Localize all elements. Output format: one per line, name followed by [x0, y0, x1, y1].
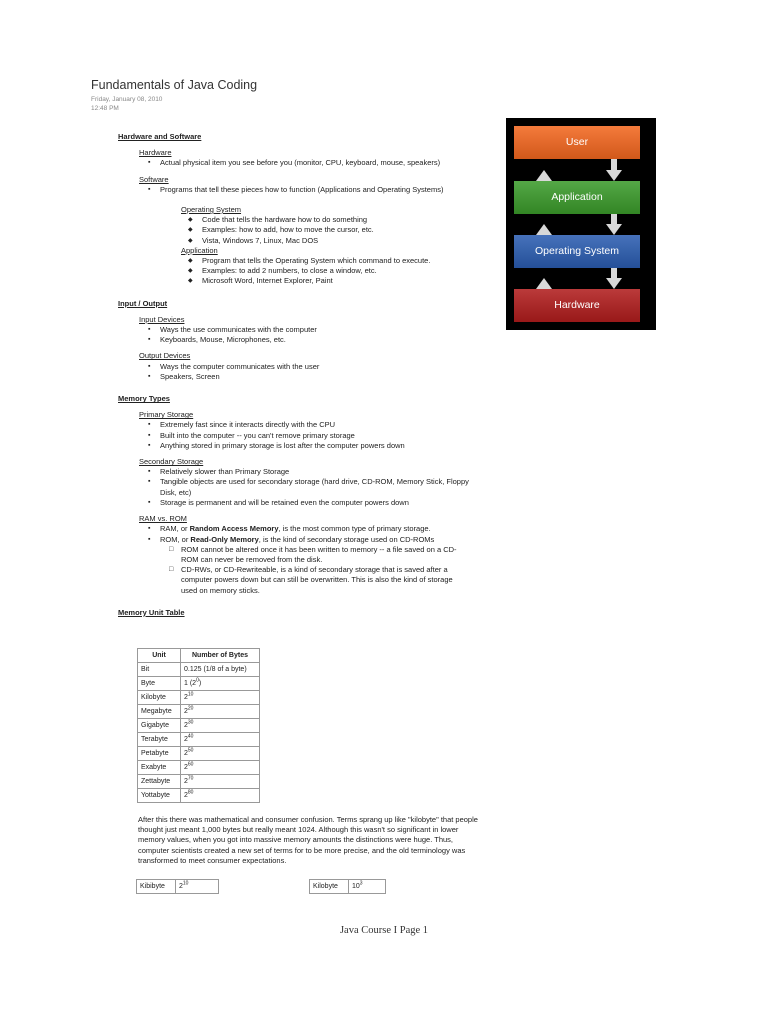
- subheading-ram-vs-rom: RAM vs. ROM: [139, 514, 187, 524]
- unit-cell: Kilobyte: [310, 880, 349, 894]
- list-item: ▪ Programs that tell these pieces how to function (Applications and Operating Systems): [139, 185, 480, 195]
- section-heading-memory-types: Memory Types: [118, 394, 170, 404]
- bytes-base: 2: [184, 764, 188, 771]
- down-arrow-shaft: [611, 214, 617, 224]
- rom-text-post: , is the kind of secondary storage used on CD-ROMs: [258, 534, 435, 544]
- table-row: [138, 775, 260, 789]
- up-arrow-shaft: [541, 282, 547, 289]
- list-item: ▪ Storage is permanent and will be retained even the computer powers down: [139, 498, 480, 508]
- unit-cell: Exabyte: [138, 761, 181, 775]
- layer-hardware: Hardware: [514, 289, 640, 322]
- table-row: [310, 880, 386, 894]
- down-arrow-icon: [606, 278, 622, 289]
- list-item: ▪ Speakers, Screen: [139, 372, 480, 382]
- table-row: [138, 747, 260, 761]
- bytes-base: 2: [184, 778, 188, 785]
- page-time: 12:48 PM: [91, 105, 119, 112]
- list-item: ▪ Built into the computer -- you can't remove primary storage: [139, 431, 480, 441]
- bytes-cell: [181, 705, 260, 719]
- rom-sublist: [139, 545, 469, 596]
- rom-text-pre: ROM, or: [160, 534, 191, 544]
- page-title: Fundamentals of Java Coding: [91, 78, 258, 92]
- page-footer: Java Course I Page 1: [339, 925, 429, 936]
- list-item: [139, 535, 480, 545]
- list-item: ◆ Microsoft Word, Internet Explorer, Paint: [181, 276, 480, 286]
- secondary-list: [139, 467, 480, 508]
- table-row: [138, 719, 260, 733]
- layer-application: Application: [514, 181, 640, 214]
- down-arrow-shaft: [611, 159, 617, 170]
- table-row: [137, 880, 219, 894]
- unit-cell: Kibibyte: [137, 880, 176, 894]
- list-item: ▪ Keyboards, Mouse, Microphones, etc.: [139, 335, 480, 345]
- page-date: Friday, January 08, 2010: [91, 96, 163, 103]
- memory-unit-table: [137, 648, 260, 803]
- input-list: [139, 325, 480, 345]
- kibibyte-table: [136, 879, 219, 894]
- list-item: ◆ Examples: to add 2 numbers, to close a window, etc.: [181, 266, 480, 276]
- bytes-cell: [181, 775, 260, 789]
- subheading-input-devices: Input Devices: [139, 314, 185, 324]
- bytes-base: 2: [184, 708, 188, 715]
- table-row: [138, 761, 260, 775]
- bytes-base: 2: [184, 722, 188, 729]
- unit-cell: Gigabyte: [138, 719, 181, 733]
- bytes-base: 2: [184, 694, 188, 701]
- column-header-bytes: Number of Bytes: [181, 649, 260, 663]
- bytes-cell: 0.125 (1/8 of a byte): [181, 663, 260, 677]
- section-heading-input-output: Input / Output: [118, 298, 168, 308]
- table-row: [138, 705, 260, 719]
- unit-cell: Yottabyte: [138, 789, 181, 803]
- bytes-base: 2: [179, 883, 183, 890]
- down-arrow-icon: [606, 170, 622, 181]
- bytes-base: 10: [352, 883, 360, 890]
- bytes-exponent: 60: [187, 761, 194, 768]
- bytes-cell: [181, 677, 260, 691]
- explanation-paragraph: After this there was mathematical and consumer confusion. Terms sprang up like "kilobyte" that people thought just meant 1,000 bytes but really meant 1024. Although this wasn't so significant in lower memory values, when you got into massive memory amounts the distinctions were huge. Thus, computer scientists created a new set of terms for to be more precise, and the old terminology was transformed to meet consumer expectations.: [138, 815, 478, 865]
- unit-cell: Terabyte: [138, 733, 181, 747]
- bytes-cell: [181, 747, 260, 761]
- kilobyte-table: [309, 879, 386, 894]
- bytes-exponent: 50: [187, 747, 194, 754]
- table-row: [138, 691, 260, 705]
- list-item: ◆ Vista, Windows 7, Linux, Mac DOS: [181, 236, 480, 246]
- bytes-exponent: 70: [187, 775, 194, 782]
- bytes-base: 2: [184, 750, 188, 757]
- bytes-cell: [181, 733, 260, 747]
- subheading-software: Software: [139, 174, 169, 184]
- bytes-exponent: 40: [187, 733, 194, 740]
- bytes-base: 2: [184, 736, 188, 743]
- computer-layers-diagram: [506, 118, 656, 330]
- software-list: [139, 185, 480, 195]
- section-heading-hardware-software: Hardware and Software: [118, 132, 202, 141]
- diagram-arrows: [506, 118, 656, 330]
- subheading-primary-storage: Primary Storage: [139, 410, 194, 420]
- list-item: ◆ Program that tells the Operating System which command to execute.: [181, 256, 480, 266]
- bytes-cell: [181, 761, 260, 775]
- list-item: ▪ Extremely fast since it interacts directly with the CPU: [139, 420, 480, 430]
- subheading-secondary-storage: Secondary Storage: [139, 457, 204, 467]
- layer-user: User: [514, 126, 640, 159]
- section-heading-memory-unit-table: Memory Unit Table: [118, 607, 185, 617]
- table-header-row: [138, 649, 260, 663]
- subheading-application: Application: [181, 245, 218, 255]
- subheading-operating-system: Operating System: [181, 205, 242, 215]
- bytes-exponent: 10: [182, 880, 189, 887]
- unit-cell: Byte: [138, 677, 181, 691]
- list-item: ▪ Ways the use communicates with the computer: [139, 325, 480, 335]
- table-row: [138, 677, 260, 691]
- bytes-base: 1 (2: [184, 680, 197, 687]
- bytes-cell: [176, 880, 219, 894]
- rom-term: Read-Only Memory: [190, 534, 259, 544]
- list-item: ▪ Anything stored in primary storage is lost after the computer powers down: [139, 441, 480, 451]
- subheading-output-devices: Output Devices: [139, 351, 191, 361]
- ram-text-post: , is the most common type of primary storage.: [278, 524, 431, 534]
- bytes-base: 2: [184, 792, 188, 799]
- bytes-cell: [181, 789, 260, 803]
- output-list: [139, 362, 480, 382]
- up-arrow-shaft: [541, 228, 547, 235]
- up-arrow-shaft: [541, 174, 547, 181]
- list-item: ▪ Actual physical item you see before you (monitor, CPU, keyboard, mouse, speakers): [139, 158, 480, 168]
- bytes-cell: [349, 880, 386, 894]
- application-list: [181, 256, 480, 287]
- table-row: [138, 789, 260, 803]
- unit-cell: Megabyte: [138, 705, 181, 719]
- column-header-unit: Unit: [138, 649, 181, 663]
- layer-operating-system: Operating System: [514, 235, 640, 268]
- list-item: □ ROM cannot be altered once it has been written to memory -- a file saved on a CD-ROM can never be removed from the disk.: [139, 545, 469, 565]
- unit-cell: Kilobyte: [138, 691, 181, 705]
- list-item: ▪ Relatively slower than Primary Storage: [139, 467, 480, 477]
- bytes-exponent: 0: [196, 677, 199, 684]
- bytes-suffix: ): [198, 680, 202, 687]
- bytes-exponent: 30: [187, 719, 194, 726]
- os-list: [181, 215, 480, 246]
- bytes-exponent: 10: [187, 691, 194, 698]
- list-item: ◆ Code that tells the hardware how to do something: [181, 215, 480, 225]
- table-row: [138, 733, 260, 747]
- ram-text-pre: RAM, or: [160, 524, 190, 534]
- subheading-hardware: Hardware: [139, 148, 172, 158]
- list-item: ◆ Examples: how to add, how to move the cursor, etc.: [181, 225, 480, 235]
- bytes-cell: [181, 719, 260, 733]
- primary-list: [139, 420, 480, 451]
- unit-cell: Petabyte: [138, 747, 181, 761]
- table-row: [138, 663, 260, 677]
- list-item: ▪ Ways the computer communicates with the user: [139, 362, 480, 372]
- bytes-exponent: 80: [187, 789, 194, 796]
- notes-body: [118, 132, 480, 618]
- list-item: □ CD-RWs, or CD-Rewriteable, is a kind of secondary storage that is saved after a computer powers down but can still be overwritten. This is also the kind of storage used on memory sticks.: [139, 565, 469, 596]
- ram-rom-list: [139, 524, 480, 544]
- unit-cell: Zettabyte: [138, 775, 181, 789]
- bytes-cell: [181, 691, 260, 705]
- list-item: [139, 524, 480, 534]
- bytes-exponent: 20: [187, 705, 194, 712]
- unit-cell: Bit: [138, 663, 181, 677]
- list-item: ▪ Tangible objects are used for secondary storage (hard drive, CD-ROM, Memory Stick, Floppy Disk, etc): [139, 477, 480, 497]
- ram-term: Random Access Memory: [189, 524, 279, 534]
- hardware-list: [139, 158, 480, 168]
- down-arrow-icon: [606, 224, 622, 235]
- down-arrow-shaft: [611, 268, 617, 278]
- bytes-exponent: 3: [359, 880, 363, 887]
